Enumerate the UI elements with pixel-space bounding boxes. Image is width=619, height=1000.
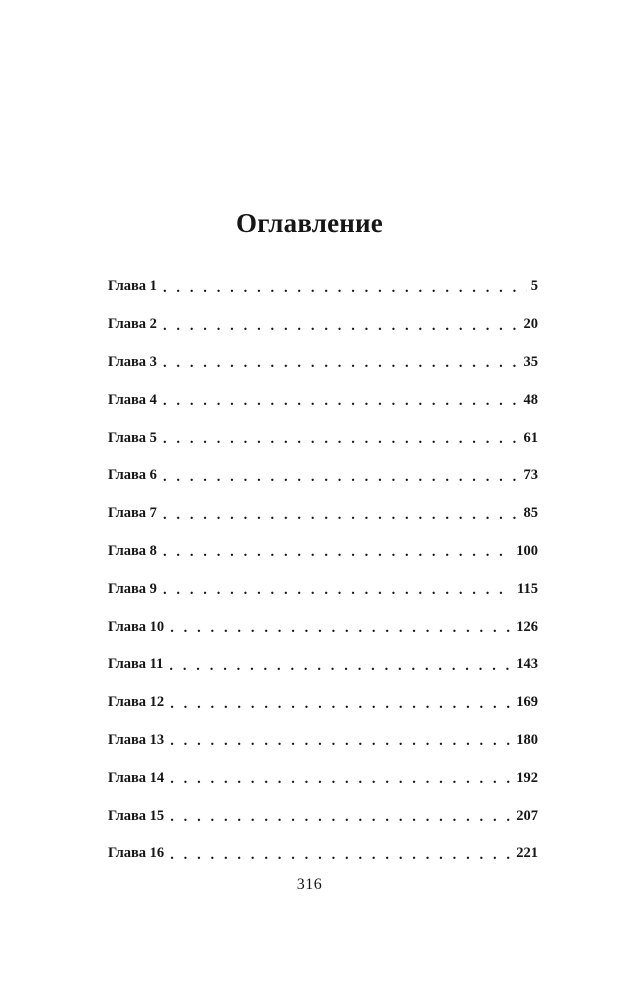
toc-chapter-label: Глава 6 — [108, 467, 157, 484]
toc-dot-leader — [163, 393, 520, 411]
toc-entry[interactable] — [108, 570, 538, 608]
toc-entry[interactable] — [108, 797, 538, 835]
toc-entry[interactable] — [108, 608, 538, 646]
toc-dot-leader — [170, 847, 512, 865]
toc-entry[interactable] — [108, 533, 538, 571]
toc-chapter-label: Глава 4 — [108, 391, 157, 408]
toc-entry[interactable] — [108, 457, 538, 495]
toc-chapter-label: Глава 16 — [108, 845, 165, 862]
toc-page-number: 73 — [523, 467, 538, 484]
toc-entry[interactable] — [108, 268, 538, 306]
toc-chapter-label: Глава 11 — [108, 656, 164, 673]
toc-page-number: 20 — [523, 316, 538, 333]
toc-dot-leader — [170, 809, 512, 827]
toc-entry[interactable] — [108, 306, 538, 344]
toc-chapter-label: Глава 14 — [108, 769, 165, 786]
toc-dot-leader — [169, 658, 512, 676]
toc-page-number: 192 — [516, 769, 538, 786]
toc-entry[interactable] — [108, 344, 538, 382]
toc-dot-leader — [163, 318, 520, 336]
toc-chapter-label: Глава 13 — [108, 731, 165, 748]
toc-page-number: 61 — [523, 429, 538, 446]
toc-page-number: 221 — [516, 845, 538, 862]
toc-dot-leader — [163, 544, 512, 562]
toc-chapter-label: Глава 10 — [108, 618, 165, 635]
toc-dot-leader — [170, 696, 512, 714]
toc-entry[interactable] — [108, 381, 538, 419]
toc-page-number: 100 — [516, 542, 538, 559]
toc-chapter-label: Глава 15 — [108, 807, 165, 824]
toc-entry[interactable] — [108, 419, 538, 457]
toc-chapter-label: Глава 12 — [108, 694, 165, 711]
toc-entry[interactable] — [108, 759, 538, 797]
toc-page-number: 169 — [516, 694, 538, 711]
toc-entry[interactable] — [108, 495, 538, 533]
toc-chapter-label: Глава 7 — [108, 505, 157, 522]
toc-entry[interactable] — [108, 835, 538, 873]
toc-page-number: 85 — [523, 505, 538, 522]
toc-dot-leader — [163, 280, 527, 298]
toc-dot-leader — [163, 507, 520, 525]
toc-dot-leader — [170, 771, 512, 789]
toc-page-number: 115 — [517, 580, 538, 597]
toc-dot-leader — [170, 620, 512, 638]
toc-page-number: 207 — [516, 807, 538, 824]
toc-page-number: 126 — [516, 618, 538, 635]
toc-dot-leader — [170, 733, 512, 751]
toc-entry[interactable] — [108, 646, 538, 684]
toc-chapter-label: Глава 1 — [108, 278, 157, 295]
toc-dot-leader — [163, 355, 520, 373]
table-of-contents — [108, 268, 538, 873]
toc-page-number: 35 — [523, 353, 538, 370]
toc-chapter-label: Глава 8 — [108, 542, 157, 559]
toc-chapter-label: Глава 3 — [108, 353, 157, 370]
toc-page-number: 180 — [516, 731, 538, 748]
toc-entry[interactable] — [108, 684, 538, 722]
toc-dot-leader — [163, 469, 520, 487]
toc-chapter-label: Глава 2 — [108, 316, 157, 333]
toc-dot-leader — [163, 431, 520, 449]
toc-page-number: 143 — [516, 656, 538, 673]
page-number: 316 — [296, 876, 323, 893]
toc-dot-leader — [163, 582, 513, 600]
toc-entry[interactable] — [108, 722, 538, 760]
toc-page-number: 5 — [530, 278, 538, 295]
toc-page-number: 48 — [523, 391, 538, 408]
toc-chapter-label: Глава 9 — [108, 580, 157, 597]
toc-title: Оглавление — [236, 208, 383, 238]
toc-chapter-label: Глава 5 — [108, 429, 157, 446]
